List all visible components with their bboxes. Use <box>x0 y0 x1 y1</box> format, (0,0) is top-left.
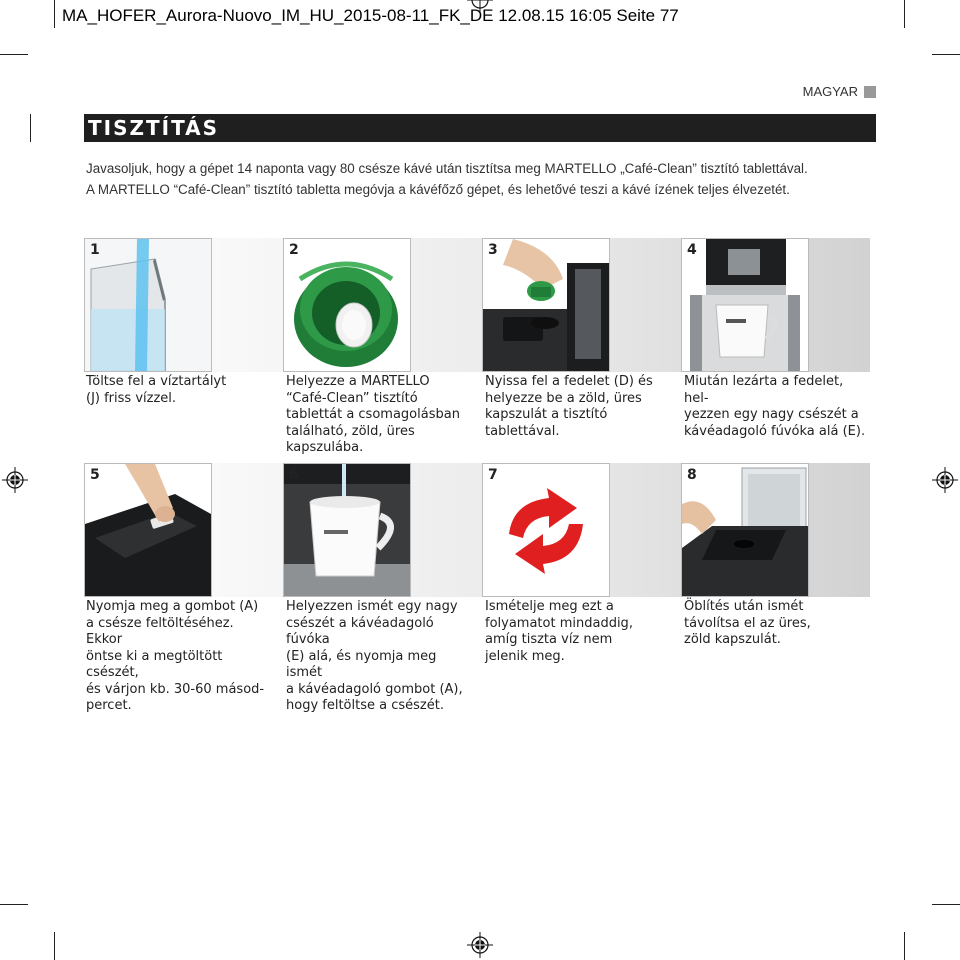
step-number: 7 <box>488 467 498 483</box>
step-number: 6 <box>289 467 299 483</box>
green-capsule-photo <box>284 239 410 371</box>
caption-line: a csésze feltöltéséhez. Ekkor <box>86 615 234 647</box>
caption-line: kapszulát a tisztító <box>485 407 608 422</box>
remove-capsule-photo <box>682 464 808 596</box>
repeat-arrows-icon <box>483 464 609 596</box>
caption-line: található, zöld, üres <box>286 423 415 439</box>
step-8-caption <box>684 599 869 649</box>
intro-text <box>86 158 886 200</box>
caption-line: öntse ki a megtöltött csészét, <box>86 648 223 680</box>
step-number: 3 <box>488 242 498 258</box>
step-2-photo <box>283 238 411 372</box>
caption-line: Helyezze a MARTELLO <box>286 374 430 389</box>
step-5-caption <box>86 599 271 715</box>
caption-line: zöld kapszulát. <box>684 632 781 647</box>
cup-filling-photo <box>284 464 410 596</box>
press-button-photo <box>85 464 211 596</box>
step-number: 1 <box>90 242 100 258</box>
step-number: 2 <box>289 242 299 258</box>
intro-line: Javasoljuk, hogy a gépet 14 naponta vagy 80 csésze kávé után tisztítsa meg MARTELLO „Café-Clean” tisztító tablettával. <box>86 161 808 176</box>
step-4-photo <box>681 238 809 372</box>
section-title: TISZTÍTÁS <box>88 116 220 140</box>
registration-mark-icon <box>467 932 493 958</box>
caption-line: Ismételje meg ezt a <box>485 599 614 614</box>
step-6-caption <box>286 599 471 715</box>
crop-mark <box>0 904 28 905</box>
crop-mark <box>54 0 55 28</box>
caption-line: folyamatot mindaddig, <box>485 615 633 631</box>
crop-mark <box>30 114 31 142</box>
crop-mark <box>0 54 28 55</box>
crop-mark <box>54 932 55 960</box>
caption-line: jelenik meg. <box>485 648 565 664</box>
print-header: MA_HOFER_Aurora-Nuovo_IM_HU_2015-08-11_FK_DE 12.08.15 16:05 Seite 77 <box>62 6 679 25</box>
step-3-caption <box>485 374 670 440</box>
caption-line: Miután lezárta a fedelet, hel- <box>684 374 844 406</box>
caption-line: helyezze be a zöld, üres <box>485 390 642 406</box>
section-title-bar <box>84 114 876 142</box>
caption-line: Nyissa fel a fedelet (D) és <box>485 374 653 389</box>
water-tank-photo <box>85 239 211 371</box>
caption-line: kapszulába. <box>286 440 364 455</box>
caption-line: kávéadagoló fúvóka alá (E). <box>684 423 866 439</box>
caption-line: percet. <box>86 698 132 713</box>
caption-line: Helyezzen ismét egy nagy <box>286 599 458 614</box>
caption-line: Töltse fel a víztartályt <box>86 374 227 389</box>
intro-line: A MARTELLO “Café-Clean” tisztító tabletta megóvja a kávéfőző gépet, és lehetővé teszi a kávé ízének teljes élvezetét. <box>86 182 790 197</box>
crop-mark <box>932 904 960 905</box>
caption-line: és várjon kb. 30-60 másod- <box>86 681 265 697</box>
caption-line: csészét a kávéadagoló fúvóka <box>286 615 434 647</box>
crop-mark <box>904 0 905 28</box>
language-text: MAGYAR <box>802 84 858 99</box>
step-3-photo <box>482 238 610 372</box>
caption-line: Öblítés után ismét <box>684 599 804 614</box>
step-1-photo <box>84 238 212 372</box>
registration-mark-icon <box>932 467 958 493</box>
caption-line: tablettát a csomagolásban <box>286 407 460 422</box>
step-number: 4 <box>687 242 697 258</box>
caption-line: “Café-Clean” tisztító <box>286 390 418 406</box>
crop-mark <box>932 54 960 55</box>
registration-mark-icon <box>2 467 28 493</box>
step-7-caption <box>485 599 670 665</box>
step-6-photo <box>283 463 411 597</box>
step-5-photo <box>84 463 212 597</box>
caption-line: amíg tiszta víz nem <box>485 632 613 647</box>
language-square-icon <box>864 86 876 98</box>
insert-capsule-photo <box>483 239 609 371</box>
caption-line: Nyomja meg a gombot (A) <box>86 599 259 614</box>
caption-line: hogy feltöltse a csészét. <box>286 698 444 713</box>
caption-line: yezzen egy nagy csészét a <box>684 407 859 422</box>
caption-line: (J) friss vízzel. <box>86 390 177 406</box>
step-1-caption <box>86 374 271 407</box>
caption-line: távolítsa el az üres, <box>684 615 811 631</box>
crop-mark <box>904 932 905 960</box>
step-number: 5 <box>90 467 100 483</box>
step-4-caption <box>684 374 869 440</box>
language-label <box>803 84 876 99</box>
step-2-caption <box>286 374 471 457</box>
registration-mark-icon <box>467 0 493 13</box>
caption-line: (E) alá, és nyomja meg ismét <box>286 648 437 680</box>
cup-under-spout-photo <box>682 239 808 371</box>
step-8-photo <box>681 463 809 597</box>
step-number: 8 <box>687 467 697 483</box>
step-7-photo <box>482 463 610 597</box>
caption-line: tablettával. <box>485 423 560 439</box>
caption-line: a kávéadagoló gombot (A), <box>286 681 463 697</box>
